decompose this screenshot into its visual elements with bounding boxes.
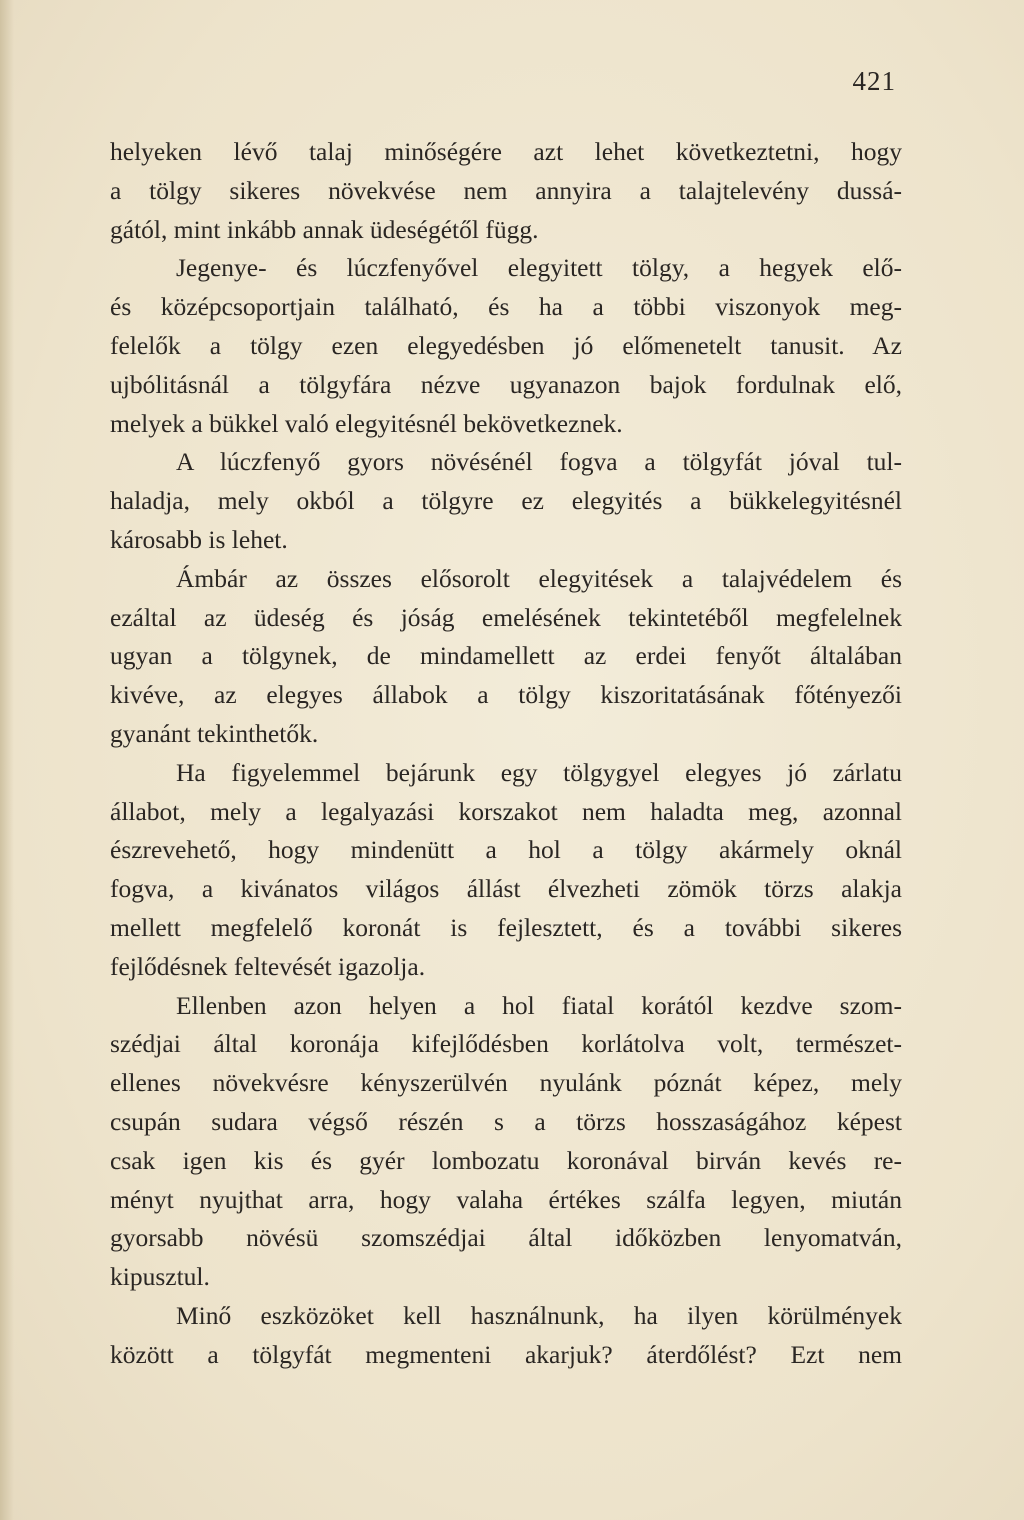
text-line: kivéve, az elegyes állabok a tölgy kiszoritatásának főtényezői <box>110 680 902 710</box>
text-line: fogva, a kivánatos világos állást élvezheti zömök törzs alakja <box>110 874 902 904</box>
text-line: között a tölgyfát megmenteni akarjuk? áterdőlést? Ezt nem <box>110 1339 902 1369</box>
text-line: Ha figyelemmel bejárunk egy tölgygyel elegyes jó zárlatu <box>176 757 902 787</box>
text-line: ezáltal az üdeség és jóság emelésének tekintetéből megfelelnek <box>110 602 902 632</box>
text-line: Ellenben azon helyen a hol fiatal korától kezdve szom- <box>176 990 902 1020</box>
text-line: észrevehető, hogy mindenütt a hol a tölgy akármely oknál <box>110 835 902 865</box>
text-line: a tölgy sikeres növekvése nem annyira a talajtelevény dussá- <box>110 175 902 205</box>
text-line: szédjai által koronája kifejlődésben korlátolva volt, természet- <box>110 1029 902 1059</box>
text-line: és középcsoportjain található, és ha a többi viszonyok meg- <box>110 292 902 322</box>
text-line: kipusztul. <box>110 1262 210 1292</box>
page-number: 421 <box>852 66 896 96</box>
text-line: ugyan a tölgynek, de mindamellett az erdei fenyőt általában <box>110 641 902 671</box>
text-line: ellenes növekvésre kényszerülvén nyulánk póznát képez, mely <box>110 1068 902 1098</box>
text-line: ményt nyujthat arra, hogy valaha értékes szálfa legyen, miután <box>110 1184 902 1214</box>
text-line: melyek a bükkel való elegyitésnél bekövetkeznek. <box>110 408 623 438</box>
page-binding-shadow <box>0 0 14 1520</box>
body-text <box>110 133 902 1375</box>
text-line: A lúczfenyő gyors növésénél fogva a tölgyfát jóval tul- <box>176 447 902 477</box>
text-line: helyeken lévő talaj minőségére azt lehet következtetni, hogy <box>110 137 902 166</box>
text-line: Ámbár az összes elősorolt elegyitések a talajvédelem és <box>176 563 902 593</box>
text-line: állabot, mely a legalyazási korszakot nem haladta meg, azonnal <box>110 796 902 826</box>
text-line: károsabb is lehet. <box>110 524 288 554</box>
text-line: haladja, mely okból a tölgyre ez elegyités a bükkelegyitésnél <box>110 486 902 516</box>
text-line: gától, mint inkább annak üdeségétől függ. <box>110 214 539 244</box>
text-line: csupán sudara végső részén s a törzs hosszaságához képest <box>110 1106 902 1136</box>
text-line: gyanánt tekinthetők. <box>110 718 319 748</box>
text-line: fejlődésnek feltevését igazolja. <box>110 951 426 981</box>
text-line: csak igen kis és gyér lombozatu koronával birván kevés re- <box>110 1145 902 1175</box>
text-line: mellett megfelelő koronát is fejlesztett, és a további sikeres <box>110 912 902 942</box>
text-line: Minő eszközöket kell használnunk, ha ilyen körülmények <box>176 1300 902 1330</box>
text-line: felelők a tölgy ezen elegyedésben jó előmenetelt tanusit. Az <box>110 330 902 360</box>
text-line: gyorsabb növésü szomszédjai által időközben lenyomatván, <box>110 1223 902 1253</box>
text-line: ujbólitásnál a tölgyfára nézve ugyanazon bajok fordulnak elő, <box>110 369 902 399</box>
text-line: Jegenye- és lúczfenyővel elegyitett tölgy, a hegyek elő- <box>176 253 902 283</box>
